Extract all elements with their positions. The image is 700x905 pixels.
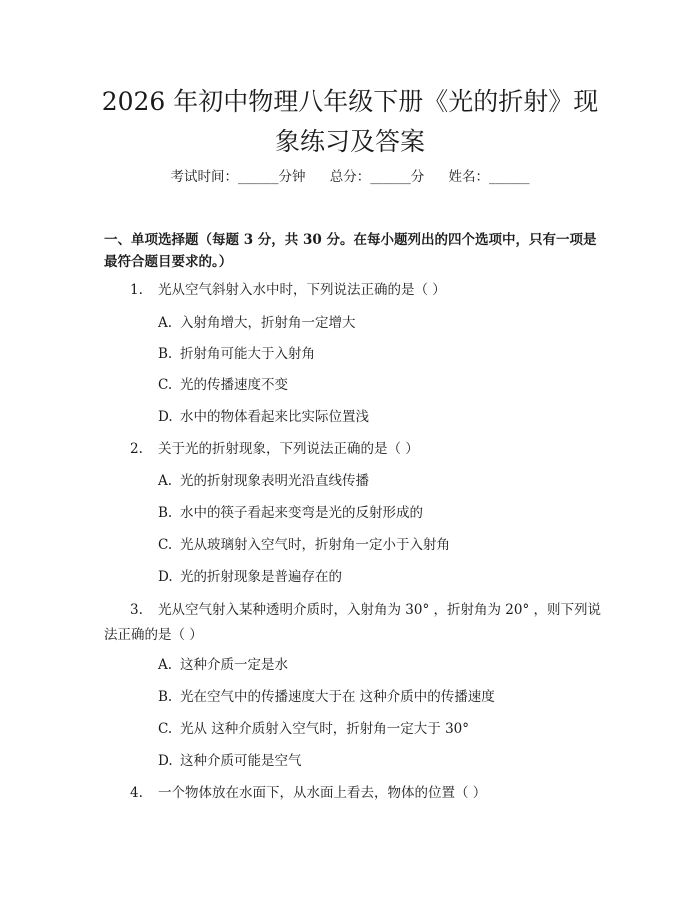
question-3-option-a bbox=[158, 654, 288, 676]
question-1-option-b bbox=[158, 343, 315, 365]
document-title bbox=[60, 82, 640, 162]
title-line-2: 象练习及答案 bbox=[274, 127, 425, 156]
question-1-option-c bbox=[158, 374, 288, 396]
question-number: 1. bbox=[130, 282, 143, 298]
option-letter: C. bbox=[158, 537, 173, 553]
question-1 bbox=[130, 279, 446, 301]
question-2-option-b bbox=[158, 502, 423, 524]
option-text: 水中的物体看起来比实际位置浅 bbox=[180, 409, 369, 425]
option-letter: A. bbox=[158, 657, 173, 673]
exam-time-field: 考试时间：______分钟 bbox=[170, 169, 306, 185]
option-text: 这种介质可能是空气 bbox=[180, 753, 302, 769]
student-name-field: 姓名：______ bbox=[448, 169, 530, 185]
option-text: 光在空气中的传播速度大于在 这种介质中的传播速度 bbox=[180, 689, 495, 705]
question-stem: 关于光的折射现象，下列说法正确的是（ ） bbox=[158, 441, 419, 457]
option-text: 光从 这种介质射入空气时，折射角一定大于 30° bbox=[180, 721, 470, 737]
option-letter: C. bbox=[158, 377, 173, 393]
title-line-1: 2026 年初中物理八年级下册《光的折射》现 bbox=[101, 87, 599, 116]
question-2-option-a bbox=[158, 470, 369, 492]
total-score-field: 总分：______分 bbox=[329, 169, 425, 185]
question-number: 4. bbox=[130, 785, 143, 801]
option-letter: C. bbox=[158, 721, 173, 737]
option-text: 折射角可能大于入射角 bbox=[180, 346, 315, 362]
option-text: 这种介质一定是水 bbox=[180, 657, 288, 673]
question-2-option-c bbox=[158, 534, 450, 556]
question-2 bbox=[130, 438, 419, 460]
option-text: 光的传播速度不变 bbox=[180, 377, 288, 393]
option-text: 光从玻璃射入空气时，折射角一定小于入射角 bbox=[180, 537, 450, 553]
question-2-option-d bbox=[158, 566, 342, 588]
question-3-option-d bbox=[158, 750, 302, 772]
question-3-option-c bbox=[158, 718, 469, 740]
option-letter: A. bbox=[158, 315, 173, 331]
question-stem: 光从空气射入某种透明介质时，入射角为 30° ，折射角为 20° ，则下列说法正确的是（ ） bbox=[104, 602, 602, 643]
question-stem: 一个物体放在水面下，从水面上看去，物体的位置（ ） bbox=[158, 785, 487, 801]
question-number: 2. bbox=[130, 441, 143, 457]
option-text: 入射角增大，折射角一定增大 bbox=[180, 315, 356, 331]
question-4 bbox=[130, 782, 486, 804]
question-1-option-a bbox=[158, 312, 356, 334]
option-text: 水中的筷子看起来变弯是光的反射形成的 bbox=[180, 505, 423, 521]
exam-info-row bbox=[0, 166, 700, 188]
question-3 bbox=[104, 598, 604, 648]
option-letter: D. bbox=[158, 409, 173, 425]
question-number: 3. bbox=[130, 602, 143, 618]
option-letter: B. bbox=[158, 689, 173, 705]
option-letter: D. bbox=[158, 753, 173, 769]
question-3-option-b bbox=[158, 686, 495, 708]
section-header: 一、单项选择题（每题 3 分，共 30 分。在每小题列出的四个选项中，只有一项是最符合题目要求的。） bbox=[104, 232, 597, 270]
question-1-option-d bbox=[158, 406, 369, 428]
option-letter: A. bbox=[158, 473, 173, 489]
option-letter: B. bbox=[158, 505, 173, 521]
option-text: 光的折射现象表明光沿直线传播 bbox=[180, 473, 369, 489]
question-stem: 光从空气斜射入水中时，下列说法正确的是（ ） bbox=[158, 282, 446, 298]
option-text: 光的折射现象是普遍存在的 bbox=[180, 569, 342, 585]
option-letter: B. bbox=[158, 346, 173, 362]
option-letter: D. bbox=[158, 569, 173, 585]
